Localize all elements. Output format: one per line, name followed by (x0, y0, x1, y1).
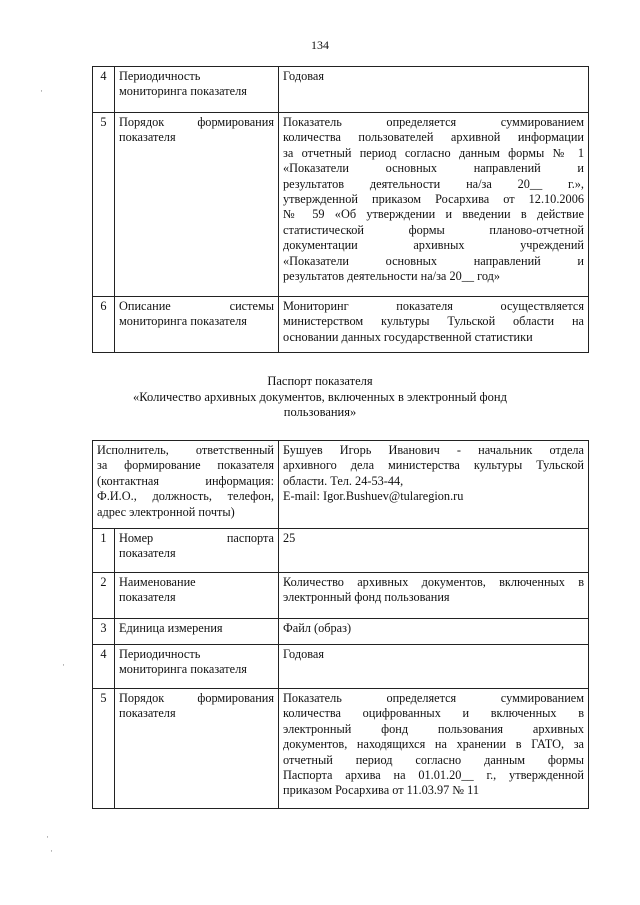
row-number: 5 (93, 689, 115, 809)
row-value: Файл (образ) (279, 619, 589, 645)
row-value: 25 (279, 529, 589, 573)
row-label: Наименование показателя (115, 573, 279, 619)
row-number: 2 (93, 573, 115, 619)
table-row (93, 573, 589, 619)
executor-label: Исполнитель, ответственный за формирование показателя (контактная информация: Ф.И.О., должность, телефон, адрес электронной почты) (93, 441, 279, 529)
row-value: Годовая (279, 645, 589, 689)
passport-title (100, 374, 540, 421)
row-value: Количество архивных документов, включенных в электронный фонд пользования (279, 573, 589, 619)
passport-heading: Паспорт показателя (267, 374, 373, 388)
row-value: Мониторинг показателя осуществляется министерством культуры Тульской области на основании данных государственной статистики (279, 297, 589, 353)
row-label: Единица измерения (115, 619, 279, 645)
row-label: Периодичность мониторинга показателя (115, 67, 279, 113)
scan-speck: · (62, 660, 65, 670)
table-row (93, 297, 589, 353)
executor-row (93, 441, 589, 529)
passport-subtitle-line: пользования» (283, 405, 357, 419)
table-row (93, 67, 589, 113)
row-value: Годовая (279, 67, 589, 113)
row-label: Номер паспорта показателя (115, 529, 279, 573)
row-number: 4 (93, 67, 115, 113)
row-label: Порядок формирования показателя (115, 689, 279, 809)
row-number: 1 (93, 529, 115, 573)
row-number: 6 (93, 297, 115, 353)
row-label: Описание системы мониторинга показателя (115, 297, 279, 353)
passport-subtitle-line: «Количество архивных документов, включенных в электронный фонд (133, 389, 507, 404)
row-number: 5 (93, 113, 115, 297)
passport-table (92, 440, 589, 809)
executor-email: E-mail: Igor.Bushuev@tularegion.ru (283, 489, 464, 504)
row-label: Порядок формирования показателя (115, 113, 279, 297)
executor-value: Бушуев Игорь Иванович - начальник отдела архивного дела министерства культуры Тульской области. Тел. 24-53-44, E-mail: Igor.Bushuev@tularegion.ru (279, 441, 589, 529)
row-value: Показатель определяется суммированием количества пользователей архивной информации за отчетный период согласно данным формы № 1 «Показатели основных направлений и результатов деятельности на/за 20__ г.», утвержденной приказом Росархива от 12.10.2006 № 59 «Об утверждении и введении в действие статистической формы планово-отчетной документации архивных учреждений «Показатели основных направлений и результатов деятельности на/за 20__ год» (279, 113, 589, 297)
page-number: 134 (311, 38, 329, 52)
row-number: 3 (93, 619, 115, 645)
row-number: 4 (93, 645, 115, 689)
table-row (93, 113, 589, 297)
scan-speck: · (40, 86, 43, 96)
table-row (93, 689, 589, 809)
scan-speck: · (50, 846, 53, 856)
row-value: Показатель определяется суммированием количества оцифрованных и включенных в электронный фонд пользования архивных документов, находящихся на хранении в ГАТО, за отчетный период согласно данным формы Паспорта архива на 01.01.20__ г., утвержденной приказом Росархива от 11.03.97 № 11 (279, 689, 589, 809)
table-row (93, 619, 589, 645)
table-row (93, 529, 589, 573)
scan-speck: · (46, 832, 49, 842)
row-label: Периодичность мониторинга показателя (115, 645, 279, 689)
indicator-table-continued (92, 66, 589, 353)
table-row (93, 645, 589, 689)
